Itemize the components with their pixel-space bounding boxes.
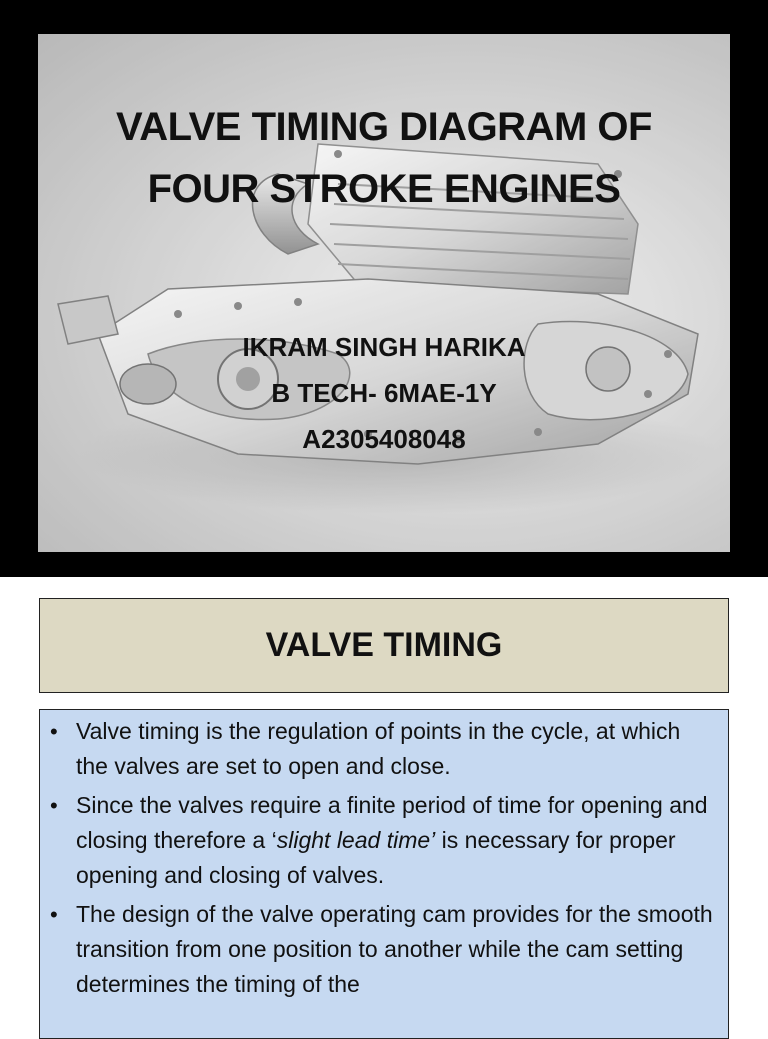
bullet-item bbox=[48, 714, 718, 784]
title-slide-content bbox=[38, 34, 730, 552]
valve-timing-slide bbox=[0, 577, 768, 1024]
bullet-text bbox=[76, 792, 708, 888]
presentation-title bbox=[38, 96, 730, 220]
author-block bbox=[38, 324, 730, 462]
title-line-2: FOUR STROKE ENGINES bbox=[147, 167, 621, 211]
slide-title: VALVE TIMING bbox=[265, 626, 503, 664]
bullet-icon: • bbox=[50, 793, 58, 818]
course-label: B TECH- 6MAE-1Y bbox=[271, 378, 497, 408]
bullet-text-after: is necessary for proper opening and closing of valves. bbox=[76, 827, 676, 888]
bullet-text-before: Since the valves require a finite period of time for opening and closing therefore a ‘ bbox=[76, 792, 708, 853]
bullet-text: The design of the valve operating cam provides for the smooth transition from one position to another while the cam setting determines the timing of the bbox=[76, 901, 713, 997]
title-line-1: VALVE TIMING DIAGRAM OF bbox=[116, 105, 652, 149]
bullet-icon: • bbox=[50, 719, 58, 744]
bullet-text: Valve timing is the regulation of points in the cycle, at which the valves are set to open and close. bbox=[76, 718, 681, 779]
bullet-icon: • bbox=[50, 902, 58, 927]
bullet-text-italic: slight lead time’ bbox=[276, 827, 436, 853]
slide-title-box bbox=[39, 598, 729, 693]
bullet-item bbox=[48, 897, 718, 1002]
bullet-item bbox=[48, 788, 718, 893]
author-name: IKRAM SINGH HARIKA bbox=[242, 332, 526, 362]
bullet-content-box bbox=[39, 709, 729, 1039]
enrollment-number: A2305408048 bbox=[302, 424, 466, 454]
